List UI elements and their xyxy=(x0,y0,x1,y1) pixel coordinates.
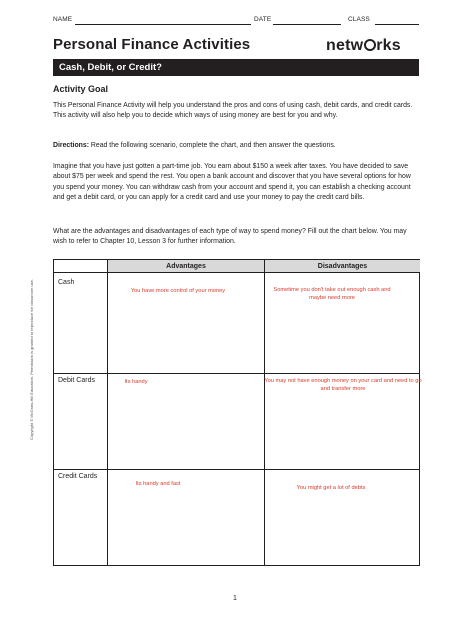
credit-disadvantage-answer[interactable]: You might get a lot of debts xyxy=(296,485,366,491)
row-divider xyxy=(54,373,419,374)
logo-o-ring-icon xyxy=(364,39,376,51)
date-field[interactable] xyxy=(273,24,341,25)
scenario-text: Imagine that you have just gotten a part-time job. You earn about $150 a week after taxes. You have decided to save about $75 per week and spend the rest. You open a bank account and discover that you have several options for how you spend your money. You can withdraw cash from your account and spend it, you can establish a checking account and get a debit card, or you can apply for a credit card and use your money to pay the credit card bills. xyxy=(53,163,411,201)
name-field[interactable] xyxy=(75,24,251,25)
activity-goal-text: This Personal Finance Activity will help you understand the pros and cons of using cash, debit cards, and credit cards. This activity will also help you to decide which ways of using money are best for you and why. xyxy=(53,102,413,120)
directions-paragraph xyxy=(53,141,419,151)
row-label-credit-cards: Credit Cards xyxy=(58,473,98,480)
name-label: NAME xyxy=(53,16,73,23)
activity-goal-heading: Activity Goal xyxy=(53,84,109,94)
debit-disadvantage-answer[interactable]: You may not have enough money on your card and need to go and transfer more xyxy=(264,378,422,392)
networks-logo: netw rks xyxy=(326,37,401,54)
pros-cons-table xyxy=(53,259,420,566)
banner-title: Cash, Debit, or Credit? xyxy=(59,62,162,73)
disadvantages-header: Disadvantages xyxy=(265,260,420,273)
cash-advantage-answer[interactable]: You have more control of your money xyxy=(130,288,226,294)
date-label: DATE xyxy=(254,16,272,23)
advantages-header: Advantages xyxy=(108,260,264,273)
row-divider xyxy=(54,469,419,470)
row-divider xyxy=(54,272,108,273)
question-text: What are the advantages and disadvantages of each type of way to spend money? Fill out the chart below. You may wish to refer to Chapter 10, Lesson 3 for further information. xyxy=(53,228,407,246)
debit-advantage-answer[interactable]: Its handy xyxy=(124,379,148,385)
activity-banner xyxy=(53,59,419,76)
page-title: Personal Finance Activities xyxy=(53,36,251,53)
directions-text: Read the following scenario, complete the chart, and then answer the questions. xyxy=(89,142,336,149)
directions-label: Directions: xyxy=(53,142,89,149)
row-label-debit-cards: Debit Cards xyxy=(58,377,95,384)
student-info-header xyxy=(53,14,419,26)
class-label: CLASS xyxy=(348,16,370,23)
page-number: 1 xyxy=(233,595,237,602)
class-field[interactable] xyxy=(375,24,419,25)
row-label-cash: Cash xyxy=(58,279,75,286)
column-divider xyxy=(264,260,265,565)
column-divider xyxy=(107,260,108,565)
cash-disadvantage-answer[interactable]: Sometime you don't take out enough cash and maybe need more xyxy=(273,287,391,301)
credit-advantage-answer[interactable]: Its handy and fast xyxy=(135,481,181,487)
